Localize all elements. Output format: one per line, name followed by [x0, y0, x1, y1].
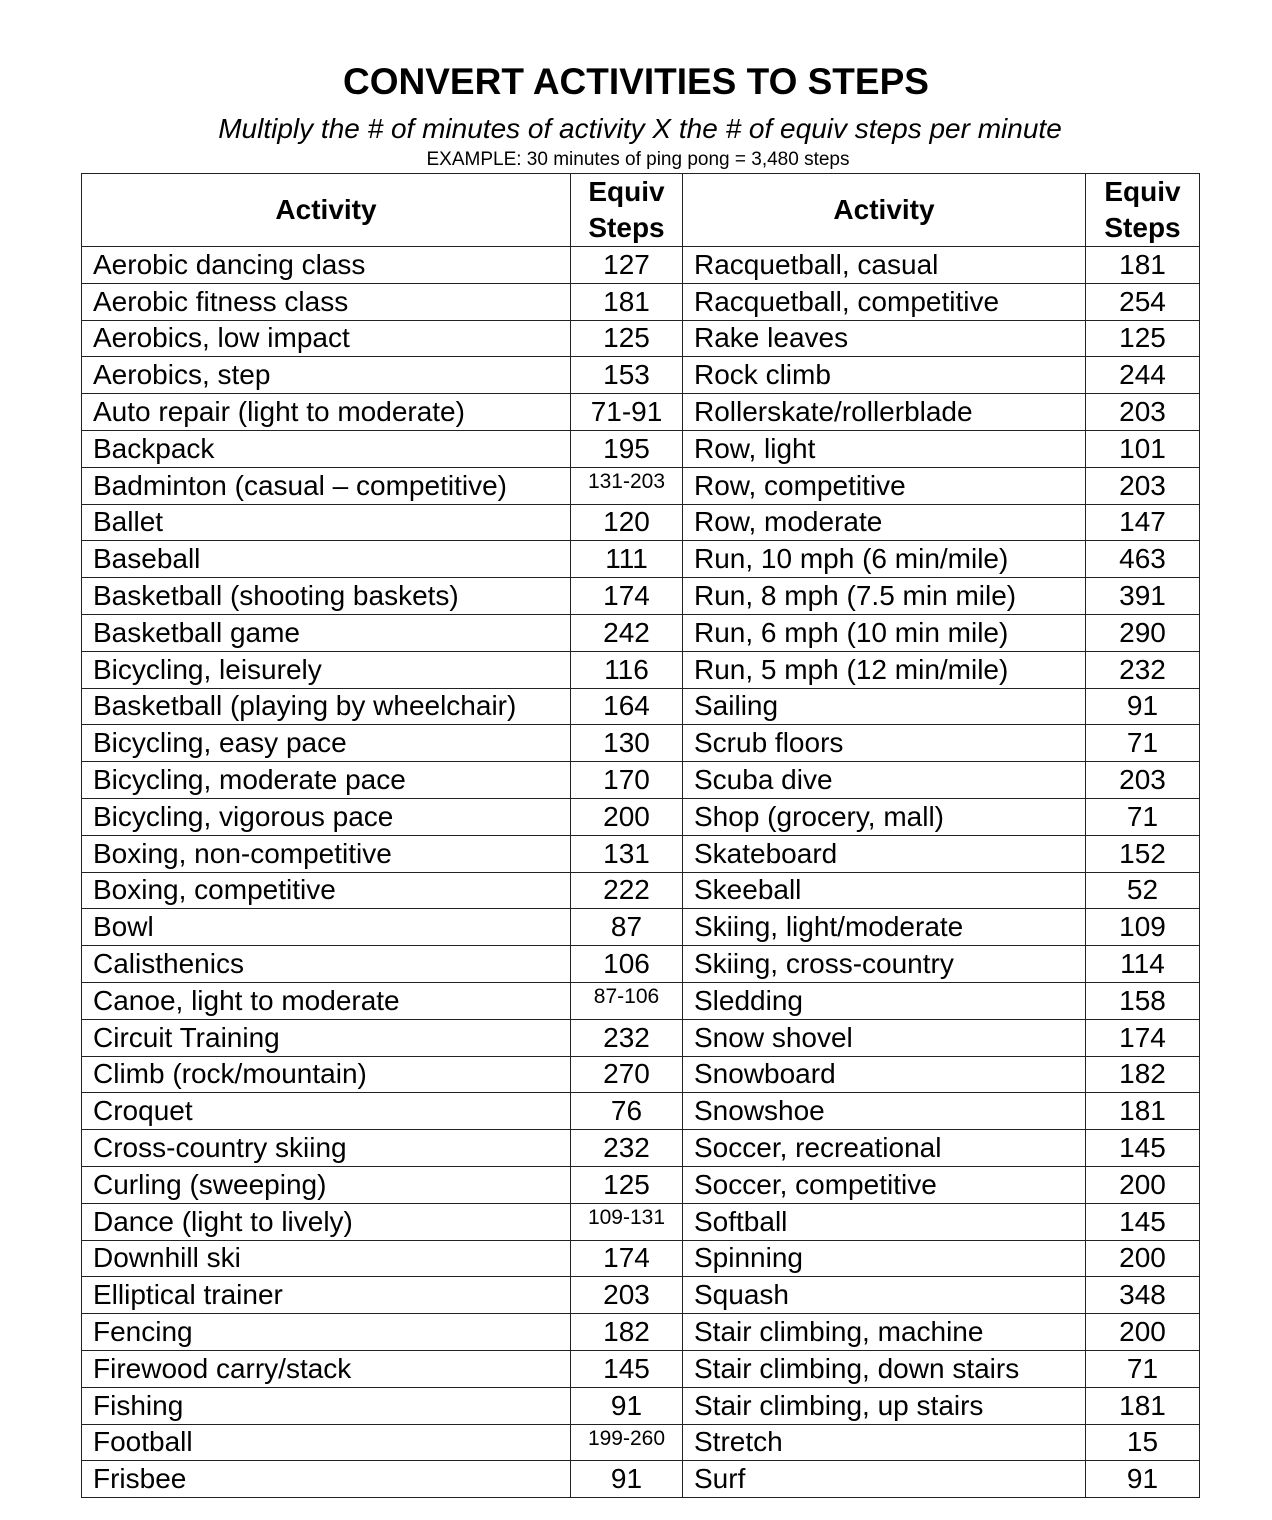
activity-cell-left: Boxing, competitive	[82, 872, 571, 909]
table-row	[82, 725, 1200, 762]
table-row	[82, 283, 1200, 320]
steps-cell-right: 463	[1086, 541, 1200, 578]
activity-cell-left: Circuit Training	[82, 1019, 571, 1056]
activity-cell-right: Skiing, cross-country	[683, 946, 1086, 983]
steps-cell-left: 203	[571, 1277, 683, 1314]
activity-cell-right: Run, 5 mph (12 min/mile)	[683, 651, 1086, 688]
table-row	[82, 1424, 1200, 1461]
steps-cell-right: 181	[1086, 247, 1200, 284]
activity-cell-right: Spinning	[683, 1240, 1086, 1277]
steps-cell-left: 199-260	[571, 1424, 683, 1461]
table-row	[82, 467, 1200, 504]
steps-cell-right: 391	[1086, 578, 1200, 615]
steps-cell-left: 125	[571, 1166, 683, 1203]
steps-cell-left: 76	[571, 1093, 683, 1130]
table-row	[82, 1019, 1200, 1056]
steps-cell-right: 15	[1086, 1424, 1200, 1461]
activity-cell-right: Skiing, light/moderate	[683, 909, 1086, 946]
steps-cell-right: 203	[1086, 394, 1200, 431]
steps-cell-left: 111	[571, 541, 683, 578]
activity-cell-left: Football	[82, 1424, 571, 1461]
example-note: EXAMPLE: 30 minutes of ping pong = 3,480 steps	[426, 149, 850, 170]
activity-cell-right: Racquetball, competitive	[683, 283, 1086, 320]
activity-cell-right: Sledding	[683, 982, 1086, 1019]
activity-cell-left: Baseball	[82, 541, 571, 578]
activity-cell-right: Surf	[683, 1461, 1086, 1498]
steps-cell-right: 71	[1086, 1350, 1200, 1387]
activity-cell-left: Elliptical trainer	[82, 1277, 571, 1314]
steps-cell-right: 182	[1086, 1056, 1200, 1093]
activity-cell-left: Basketball (playing by wheelchair)	[82, 688, 571, 725]
table-row	[82, 1277, 1200, 1314]
activity-cell-right: Rock climb	[683, 357, 1086, 394]
steps-cell-left: 270	[571, 1056, 683, 1093]
activity-cell-left: Cross-country skiing	[82, 1130, 571, 1167]
activity-cell-left: Bicycling, moderate pace	[82, 762, 571, 799]
steps-cell-right: 147	[1086, 504, 1200, 541]
steps-cell-left: 120	[571, 504, 683, 541]
steps-cell-left: 195	[571, 430, 683, 467]
activity-cell-right: Rake leaves	[683, 320, 1086, 357]
instructions-subtitle: Multiply the # of minutes of activity X the # of equiv steps per minute	[218, 113, 1062, 144]
table-row	[82, 1350, 1200, 1387]
activity-cell-right: Soccer, recreational	[683, 1130, 1086, 1167]
steps-cell-right: 158	[1086, 982, 1200, 1019]
table-row	[82, 1130, 1200, 1167]
steps-cell-right: 200	[1086, 1314, 1200, 1351]
steps-cell-right: 71	[1086, 725, 1200, 762]
steps-cell-left: 164	[571, 688, 683, 725]
steps-cell-left: 222	[571, 872, 683, 909]
activity-header-right: Activity	[683, 174, 1086, 247]
activity-cell-right: Stretch	[683, 1424, 1086, 1461]
table-row	[82, 430, 1200, 467]
steps-cell-left: 127	[571, 247, 683, 284]
table-row	[82, 798, 1200, 835]
activity-cell-right: Stair climbing, machine	[683, 1314, 1086, 1351]
table-row	[82, 357, 1200, 394]
steps-cell-left: 131-203	[571, 467, 683, 504]
steps-cell-right: 348	[1086, 1277, 1200, 1314]
steps-cell-right: 52	[1086, 872, 1200, 909]
table-row	[82, 1240, 1200, 1277]
steps-cell-right: 203	[1086, 467, 1200, 504]
activity-cell-left: Calisthenics	[82, 946, 571, 983]
table-row	[82, 651, 1200, 688]
activity-cell-right: Row, light	[683, 430, 1086, 467]
steps-cell-left: 242	[571, 614, 683, 651]
activity-cell-left: Badminton (casual – competitive)	[82, 467, 571, 504]
activity-cell-left: Basketball game	[82, 614, 571, 651]
activity-cell-left: Fencing	[82, 1314, 571, 1351]
activity-cell-right: Rollerskate/rollerblade	[683, 394, 1086, 431]
activity-cell-right: Snowshoe	[683, 1093, 1086, 1130]
table-row	[82, 247, 1200, 284]
steps-cell-left: 200	[571, 798, 683, 835]
activity-cell-left: Aerobics, step	[82, 357, 571, 394]
steps-header-line1: Equiv	[588, 176, 665, 207]
activity-cell-left: Fishing	[82, 1387, 571, 1424]
activity-cell-right: Stair climbing, up stairs	[683, 1387, 1086, 1424]
activity-cell-right: Run, 8 mph (7.5 min mile)	[683, 578, 1086, 615]
activity-steps-table	[81, 173, 1200, 1498]
steps-cell-left: 182	[571, 1314, 683, 1351]
table-row	[82, 1461, 1200, 1498]
steps-cell-right: 145	[1086, 1203, 1200, 1240]
steps-header-line1: Equiv	[1104, 176, 1181, 207]
table-row	[82, 835, 1200, 872]
table-row	[82, 1093, 1200, 1130]
steps-header-line2: Steps	[588, 212, 665, 243]
steps-cell-left: 116	[571, 651, 683, 688]
activity-cell-left: Auto repair (light to moderate)	[82, 394, 571, 431]
activity-cell-left: Bicycling, easy pace	[82, 725, 571, 762]
steps-cell-left: 170	[571, 762, 683, 799]
steps-cell-left: 131	[571, 835, 683, 872]
steps-cell-right: 109	[1086, 909, 1200, 946]
steps-cell-right: 174	[1086, 1019, 1200, 1056]
steps-cell-left: 232	[571, 1130, 683, 1167]
table-row	[82, 909, 1200, 946]
steps-cell-right: 152	[1086, 835, 1200, 872]
activity-cell-left: Backpack	[82, 430, 571, 467]
activity-cell-right: Sailing	[683, 688, 1086, 725]
steps-cell-left: 232	[571, 1019, 683, 1056]
activity-cell-left: Ballet	[82, 504, 571, 541]
activity-cell-left: Dance (light to lively)	[82, 1203, 571, 1240]
steps-cell-right: 232	[1086, 651, 1200, 688]
steps-cell-left: 153	[571, 357, 683, 394]
activity-cell-right: Skeeball	[683, 872, 1086, 909]
activity-cell-right: Snow shovel	[683, 1019, 1086, 1056]
table-row	[82, 762, 1200, 799]
activity-cell-right: Scuba dive	[683, 762, 1086, 799]
table-row	[82, 614, 1200, 651]
steps-cell-right: 145	[1086, 1130, 1200, 1167]
steps-header-left	[571, 174, 683, 247]
activity-cell-left: Bicycling, vigorous pace	[82, 798, 571, 835]
activity-cell-left: Canoe, light to moderate	[82, 982, 571, 1019]
steps-cell-left: 145	[571, 1350, 683, 1387]
activity-cell-right: Shop (grocery, mall)	[683, 798, 1086, 835]
steps-cell-left: 130	[571, 725, 683, 762]
header-row	[82, 174, 1200, 247]
steps-cell-right: 200	[1086, 1240, 1200, 1277]
activity-cell-right: Snowboard	[683, 1056, 1086, 1093]
activity-cell-left: Bowl	[82, 909, 571, 946]
activity-header-left: Activity	[82, 174, 571, 247]
steps-cell-right: 181	[1086, 1093, 1200, 1130]
steps-cell-right: 181	[1086, 1387, 1200, 1424]
activity-cell-right: Row, competitive	[683, 467, 1086, 504]
steps-cell-left: 106	[571, 946, 683, 983]
table-row	[82, 320, 1200, 357]
page-title: CONVERT ACTIVITIES TO STEPS	[343, 61, 929, 102]
steps-cell-left: 91	[571, 1461, 683, 1498]
steps-cell-right: 91	[1086, 688, 1200, 725]
table-row	[82, 541, 1200, 578]
activity-cell-left: Curling (sweeping)	[82, 1166, 571, 1203]
steps-cell-left: 91	[571, 1387, 683, 1424]
steps-header-line2: Steps	[1104, 212, 1181, 243]
steps-cell-left: 174	[571, 578, 683, 615]
table-body	[82, 247, 1200, 1498]
table-row	[82, 1314, 1200, 1351]
table-row	[82, 688, 1200, 725]
activity-cell-left: Firewood carry/stack	[82, 1350, 571, 1387]
steps-cell-right: 290	[1086, 614, 1200, 651]
table-row	[82, 394, 1200, 431]
table-row	[82, 946, 1200, 983]
steps-cell-right: 244	[1086, 357, 1200, 394]
steps-cell-left: 181	[571, 283, 683, 320]
steps-cell-left: 174	[571, 1240, 683, 1277]
table-row	[82, 1166, 1200, 1203]
activity-cell-left: Frisbee	[82, 1461, 571, 1498]
steps-cell-right: 101	[1086, 430, 1200, 467]
table-row	[82, 1056, 1200, 1093]
activity-cell-right: Softball	[683, 1203, 1086, 1240]
steps-cell-right: 125	[1086, 320, 1200, 357]
steps-cell-left: 87-106	[571, 982, 683, 1019]
activity-cell-right: Skateboard	[683, 835, 1086, 872]
steps-header-right	[1086, 174, 1200, 247]
steps-cell-left: 87	[571, 909, 683, 946]
steps-cell-right: 71	[1086, 798, 1200, 835]
activity-cell-right: Run, 6 mph (10 min mile)	[683, 614, 1086, 651]
steps-cell-left: 125	[571, 320, 683, 357]
steps-cell-right: 200	[1086, 1166, 1200, 1203]
table-row	[82, 578, 1200, 615]
table-row	[82, 1203, 1200, 1240]
table-row	[82, 504, 1200, 541]
activity-cell-right: Racquetball, casual	[683, 247, 1086, 284]
steps-cell-right: 91	[1086, 1461, 1200, 1498]
activity-cell-left: Boxing, non-competitive	[82, 835, 571, 872]
steps-cell-left: 71-91	[571, 394, 683, 431]
steps-cell-right: 203	[1086, 762, 1200, 799]
activity-cell-left: Aerobics, low impact	[82, 320, 571, 357]
activity-cell-left: Climb (rock/mountain)	[82, 1056, 571, 1093]
activity-cell-right: Stair climbing, down stairs	[683, 1350, 1086, 1387]
activity-cell-left: Aerobic fitness class	[82, 283, 571, 320]
activity-cell-right: Soccer, competitive	[683, 1166, 1086, 1203]
steps-cell-left: 109-131	[571, 1203, 683, 1240]
steps-cell-right: 114	[1086, 946, 1200, 983]
activity-cell-left: Aerobic dancing class	[82, 247, 571, 284]
activity-cell-right: Run, 10 mph (6 min/mile)	[683, 541, 1086, 578]
table-row	[82, 982, 1200, 1019]
table-row	[82, 1387, 1200, 1424]
activity-cell-right: Scrub floors	[683, 725, 1086, 762]
steps-cell-right: 254	[1086, 283, 1200, 320]
activity-cell-right: Squash	[683, 1277, 1086, 1314]
activity-cell-left: Bicycling, leisurely	[82, 651, 571, 688]
activity-cell-left: Croquet	[82, 1093, 571, 1130]
activity-cell-right: Row, moderate	[683, 504, 1086, 541]
table-row	[82, 872, 1200, 909]
activity-cell-left: Basketball (shooting baskets)	[82, 578, 571, 615]
activity-cell-left: Downhill ski	[82, 1240, 571, 1277]
